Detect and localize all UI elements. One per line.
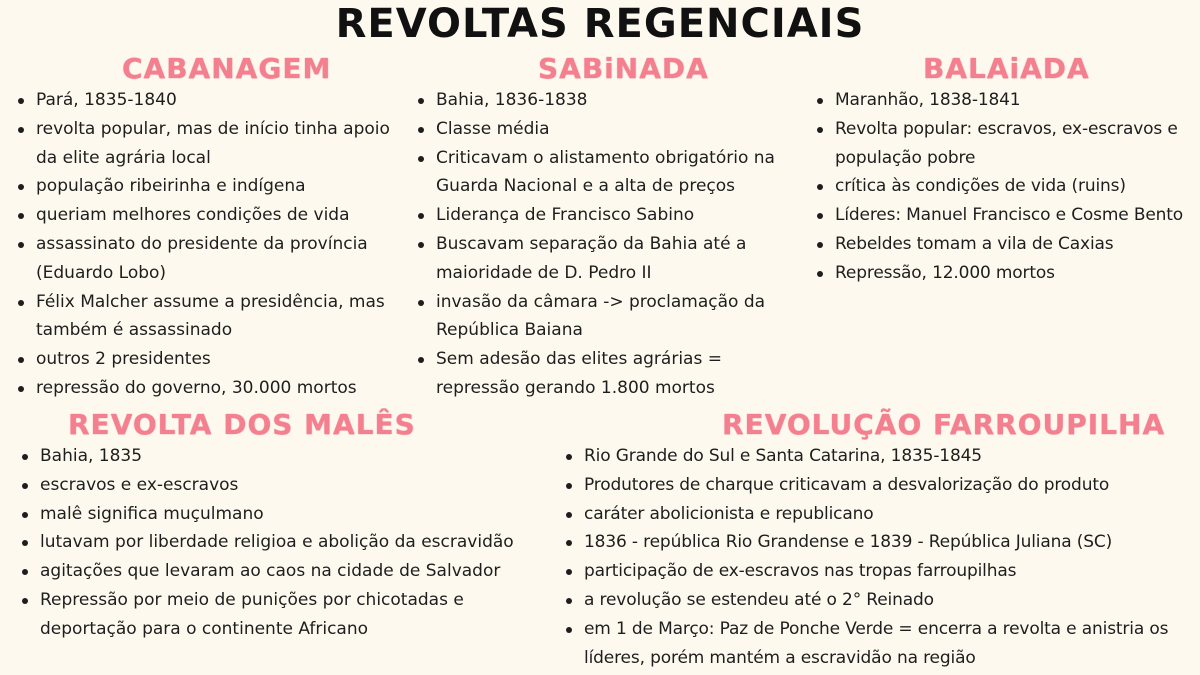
bullet-item: Rebeldes tomam a vila de Caxias [815,230,1200,259]
bullet-item: Líderes: Manuel Francisco e Cosme Bento [815,201,1200,230]
bullet-item: lutavam por liberdade religioa e abolição da escravidão [20,528,565,557]
bullet-item: 1836 - república Rio Grandense e 1839 - República Juliana (SC) [564,528,1200,557]
section-sabinada [416,52,806,403]
bullet-item: Félix Malcher assume a presidência, mas também é assassinado [16,288,414,346]
section-revolucao-farroupilha [564,408,1200,672]
section-cabanagem [16,52,414,403]
bullet-item: Bahia, 1836-1838 [416,86,806,115]
bullet-item: Buscavam separação da Bahia até a maioridade de D. Pedro II [416,230,806,288]
bullet-list-sabinada [416,86,806,403]
section-balaiada [815,52,1200,288]
section-title-males: REVOLTA DOS MALÊS [68,408,416,441]
bullet-item: Criticavam o alistamento obrigatório na Guarda Nacional e a alta de preços [416,144,806,202]
bullet-item: agitações que levaram ao caos na cidade de Salvador [20,557,565,586]
bullet-item: em 1 de Março: Paz de Ponche Verde = encerra a revolta e anistria os líderes, porém mantém a escravidão na região [564,615,1200,673]
bullet-item: Repressão por meio de punições por chicotadas e deportação para o continente Africano [20,586,565,644]
bullet-item: população ribeirinha e indígena [16,172,414,201]
bullet-list-males [20,442,565,644]
bullet-item: Bahia, 1835 [20,442,565,471]
bullet-item: Sem adesão das elites agrárias = repressão gerando 1.800 mortos [416,345,806,403]
bullet-item: revolta popular, mas de início tinha apoio da elite agrária local [16,115,414,173]
bullet-item: crítica às condições de vida (ruins) [815,172,1200,201]
bullet-item: Revolta popular: escravos, ex-escravos e população pobre [815,115,1200,173]
bullet-item: Maranhão, 1838-1841 [815,86,1200,115]
bullet-list-farroupilha [564,442,1200,672]
bullet-item: escravos e ex-escravos [20,471,565,500]
section-title-farroupilha: REVOLUÇÃO FARROUPILHA [722,408,1166,441]
bullet-item: caráter abolicionista e republicano [564,500,1200,529]
bullet-item: Pará, 1835-1840 [16,86,414,115]
bullet-item: queriam melhores condições de vida [16,201,414,230]
bullet-item: invasão da câmara -> proclamação da República Baiana [416,288,806,346]
bullet-item: outros 2 presidentes [16,345,414,374]
section-title-sabinada: SABiNADA [538,52,709,85]
bullet-item: repressão do governo, 30.000 mortos [16,374,414,403]
section-title-balaiada: BALAiADA [923,52,1090,85]
bullet-item: a revolução se estendeu até o 2° Reinado [564,586,1200,615]
bullet-item: Liderança de Francisco Sabino [416,201,806,230]
bullet-item: Repressão, 12.000 mortos [815,259,1200,288]
bullet-list-balaiada [815,86,1200,288]
section-title-cabanagem: CABANAGEM [122,52,332,85]
bullet-list-cabanagem [16,86,414,403]
section-revolta-dos-males [20,408,565,644]
bullet-item: assassinato do presidente da província (Eduardo Lobo) [16,230,414,288]
bullet-item: malê significa muçulmano [20,500,565,529]
bullet-item: Produtores de charque criticavam a desvalorização do produto [564,471,1200,500]
bullet-item: Classe média [416,115,806,144]
bullet-item: participação de ex-escravos nas tropas farroupilhas [564,557,1200,586]
page-title: REVOLTAS REGENCIAIS [335,1,865,47]
bullet-item: Rio Grande do Sul e Santa Catarina, 1835-1845 [564,442,1200,471]
